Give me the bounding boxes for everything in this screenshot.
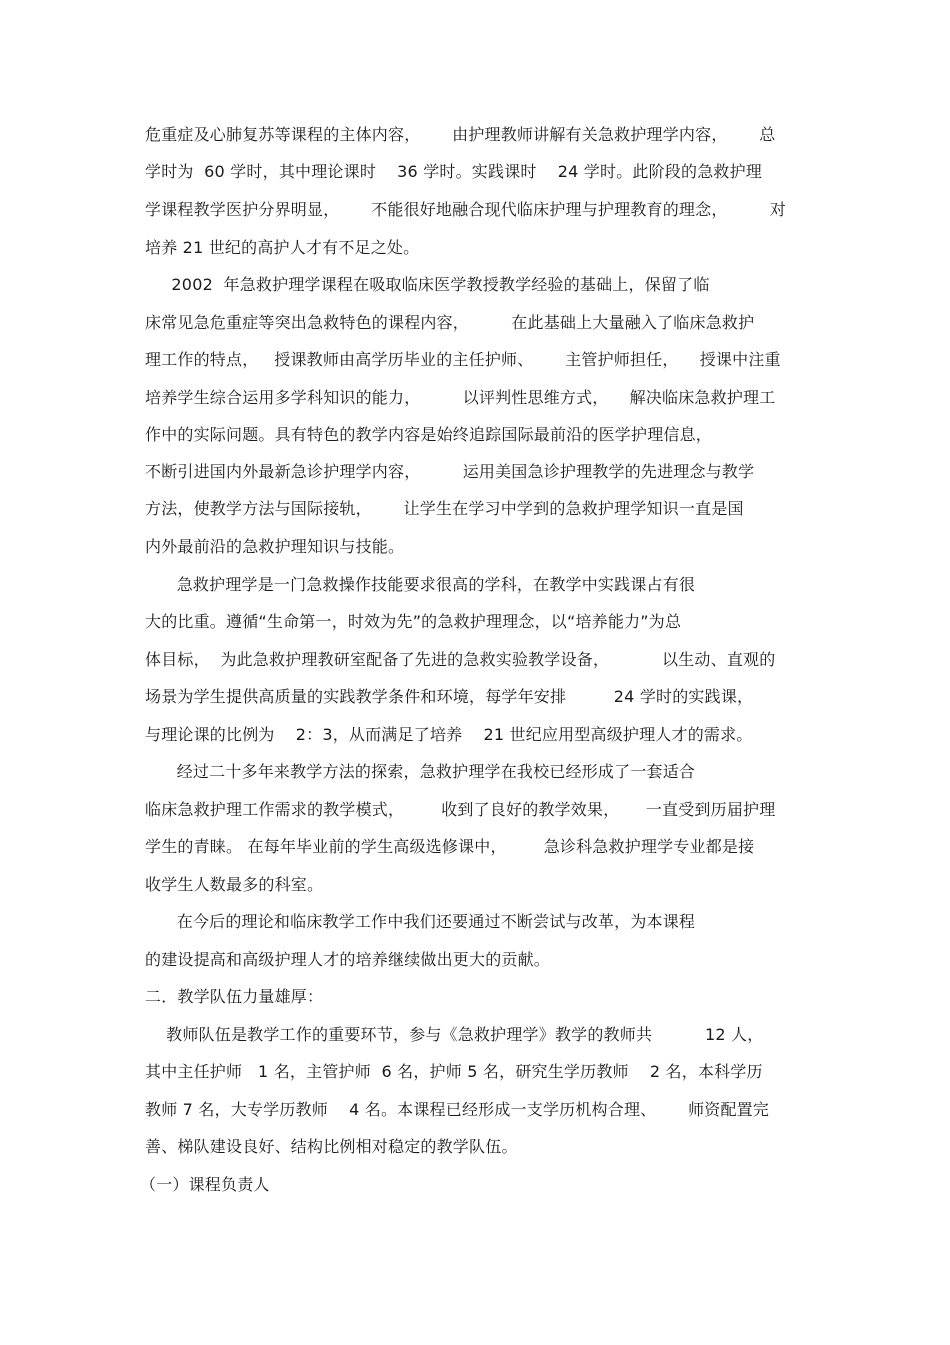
text-line: 体目标， 为此急救护理教研室配备了先进的急救实验教学设备， 以生动、直观的 <box>145 650 776 669</box>
text-line: 床常见急危重症等突出急救特色的课程内容， 在此基础上大量融入了临床急救护 <box>145 313 755 332</box>
text-line: 其中主任护师 1 名，主管护师 6 名，护师 5 名，研究生学历教师 2 名，本科学历 <box>145 1062 763 1081</box>
text-line: 学时为 60 学时，其中理论课时 36 学时。实践课时 24 学时。此阶段的急救护理 <box>145 162 762 181</box>
text-line: 教师 7 名，大专学历教师 4 名。本课程已经形成一支学历机构合理、 师资配置完 <box>145 1100 770 1119</box>
text-line: 培养学生综合运用多学科知识的能力， 以评判性思维方式， 解决临床急救护理工 <box>145 388 776 407</box>
text-line: 学课程教学医护分界明显， 不能很好地融合现代临床护理与护理教育的理念， 对 <box>145 200 787 219</box>
section-heading: 二．教学队伍力量雄厚： <box>145 987 324 1006</box>
text-line: 学生的青睐。 在每年毕业前的学生高级选修课中， 急诊科急救护理学专业都是接 <box>145 837 755 856</box>
text-line: 在今后的理论和临床教学工作中我们还要通过不断尝试与改革，为本课程 <box>145 912 696 931</box>
text-line: 不断引进国内外最新急诊护理学内容， 运用美国急诊护理教学的先进理念与教学 <box>145 462 755 481</box>
text-line: 2002 年急救护理学课程在吸取临床医学教授教学经验的基础上，保留了临 <box>145 275 710 294</box>
text-line: 作中的实际问题。具有特色的教学内容是始终追踪国际最前沿的医学护理信息， <box>145 425 713 444</box>
text-line: 的建设提高和高级护理人才的培养继续做出更大的贡献。 <box>145 950 551 969</box>
text-line: 临床急救护理工作需求的教学模式， 收到了良好的教学效果， 一直受到历届护理 <box>145 800 776 819</box>
text-line: 危重症及心肺复苏等课程的主体内容， 由护理教师讲解有关急救护理学内容， 总 <box>145 125 776 144</box>
text-line: 内外最前沿的急救护理知识与技能。 <box>145 537 405 556</box>
text-line: 教师队伍是教学工作的重要环节，参与《急救护理学》教学的教师共 12 人， <box>145 1025 764 1044</box>
text-line: 方法，使教学方法与国际接轨， 让学生在学习中学到的急救护理学知识一直是国 <box>145 499 744 518</box>
text-line: 经过二十多年来教学方法的探索，急救护理学在我校已经形成了一套适合 <box>145 762 696 781</box>
text-line: 场景为学生提供高质量的实践教学条件和环境，每学年安排 24 学时的实践课， <box>145 687 754 706</box>
text-line: 大的比重。遵循“生命第一，时效为先”的急救护理理念，以“培养能力”为总 <box>145 612 682 631</box>
subsection-heading: （一）课程负责人 <box>140 1175 270 1194</box>
text-line: 急救护理学是一门急救操作技能要求很高的学科，在教学中实践课占有很 <box>145 575 696 594</box>
text-line: 与理论课的比例为 2：3，从而满足了培养 21 世纪应用型高级护理人才的需求。 <box>145 725 753 744</box>
text-line: 善、梯队建设良好、结构比例相对稳定的教学队伍。 <box>145 1137 518 1156</box>
text-line: 理工作的特点， 授课教师由高学历毕业的主任护师、 主管护师担任， 授课中注重 <box>145 350 781 369</box>
text-line: 收学生人数最多的科室。 <box>145 875 324 894</box>
text-line: 培养 21 世纪的高护人才有不足之处。 <box>145 238 420 257</box>
